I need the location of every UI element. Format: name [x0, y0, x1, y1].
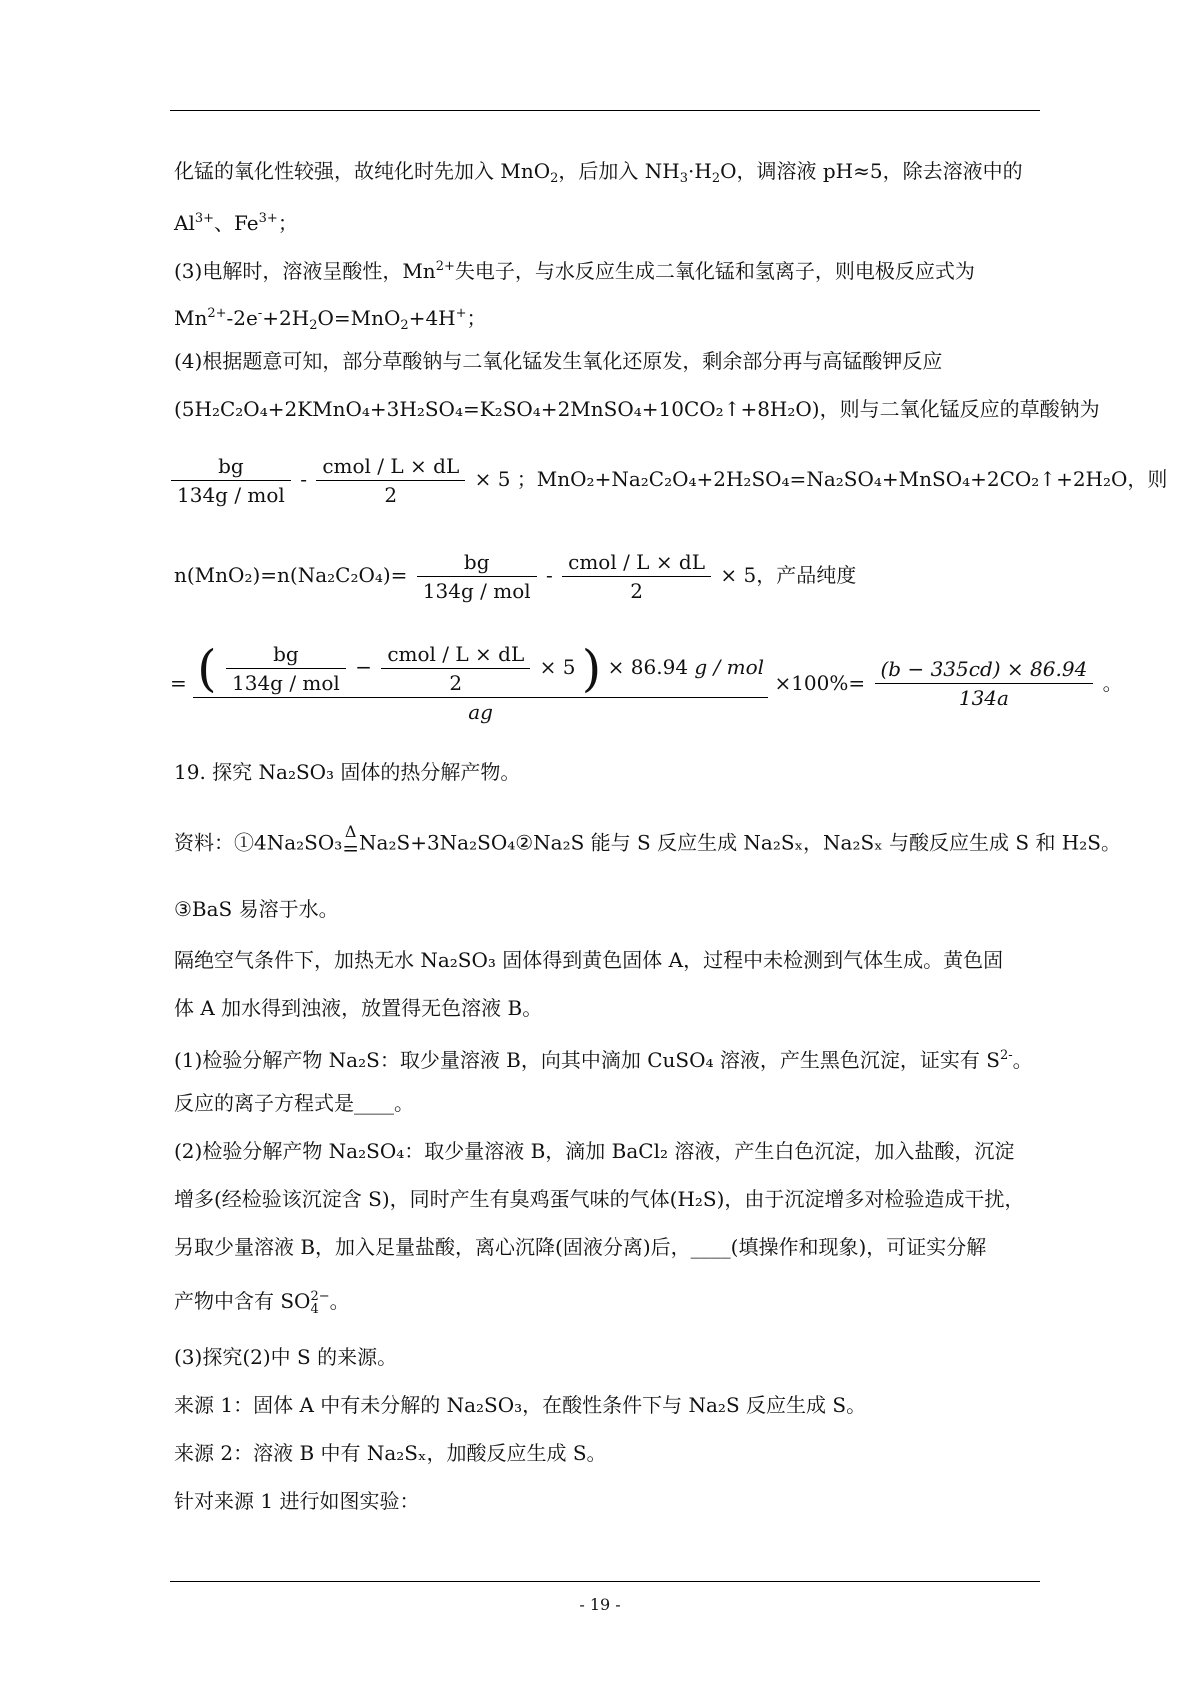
q4-line: (4)根据题意可知，部分草酸钠与二氧化锰发生氧化还原发，剩余部分再与高锰酸钾反应	[174, 349, 943, 373]
fraction-line-2: n(MnO₂)=n(Na₂C₂O₄)= $\frac{bg}{\text{134g / mol}}$ - $\frac{\text{cmol / L × dL}}{2}$ × 5，产品纯度	[174, 550, 857, 603]
sub-question-1: 反应的离子方程式是____。	[174, 1091, 414, 1115]
footer-rule	[170, 1581, 1040, 1582]
question-19: 19. 探究 Na₂SO₃ 固体的热分解产物。	[174, 760, 521, 784]
fraction: $\frac{\text{cmol / L × dL}}{2}$	[562, 548, 711, 605]
sub-question-1: (1)检验分解产物 Na₂S：取少量溶液 B，向其中滴加 CuSO₄ 溶液，产生黑色沉淀，证实有 $S^{2-}$。	[174, 1048, 1033, 1072]
sub-question-3: (3)探究(2)中 S 的来源。	[174, 1345, 398, 1369]
experiment-line: 针对来源 1 进行如图实验：	[174, 1489, 420, 1513]
text-line: $Al^{3+}$、$Fe^{3+}$；	[174, 211, 298, 235]
q3-line: (3)电解时，溶液呈酸性，$Mn^{2+}$失电子，与水反应生成二氧化锰和氢离子，则电极反应式为	[174, 259, 975, 283]
sub-question-2: 另取少量溶液 B，加入足量盐酸，离心沉降(固液分离)后，____(填操作和现象)，可证实分解	[174, 1235, 987, 1259]
sub-question-2: (2)检验分解产物 Na₂SO₄：取少量溶液 B，滴加 BaCl₂ 溶液，产生白色沉淀，加入盐酸，沉淀	[174, 1139, 1015, 1163]
page-number: - 19 -	[579, 1595, 621, 1614]
paragraph-line: 体 A 加水得到浊液，放置得无色溶液 B。	[174, 996, 543, 1020]
result-fraction: $\frac{(b - 335cd) \times 86.94}{134a}$	[875, 655, 1094, 712]
q3-equation: $Mn^{2+}-2e^-+2H_2O=MnO_2+4H^+$；	[174, 306, 487, 333]
sub-question-2: 产物中含有 SO 2− 4 。	[174, 1288, 350, 1317]
paragraph-line: 隔绝空气条件下，加热无水 Na₂SO₃ 固体得到黄色固体 A，过程中未检测到气体生成。黄色固	[174, 948, 1004, 972]
purity-formula: = ( $\frac{bg}{\text{134g / mol}}$ − $\frac{\text{cmol / L × dL}}{2}$ × 5 ) × 86.94 g / mol ag ×100%= $\frac{(b - 335cd) \times 86.94}{134a}$ 。	[170, 639, 1123, 724]
text-line: 化锰的氧化性较强，故纯化时先加入 MnO$_2$，后加入 $NH_3\cdot H_2O$，调溶液 pH≈5，除去溶液中的	[174, 159, 1023, 186]
info-line: ③BaS 易溶于水。	[174, 897, 339, 921]
fraction: $\frac{\text{cmol / L × dL}}{2}$	[316, 452, 465, 509]
q4-line: (5H₂C₂O₄+2KMnO₄+3H₂SO₄=K₂SO₄+2MnSO₄+10CO₂↑+8H₂O)，则与二氧化锰反应的草酸钠为	[174, 397, 1100, 421]
source-line: 来源 2：溶液 B 中有 Na₂Sₓ，加酸反应生成 S。	[174, 1441, 607, 1465]
source-line: 来源 1：固体 A 中有未分解的 Na₂SO₃，在酸性条件下与 Na₂S 反应生成 S。	[174, 1393, 867, 1417]
fraction-line-1: $\frac{bg}{\text{134g / mol}}$ - $\frac{\text{cmol / L × dL}}{2}$ × 5 ；MnO₂+Na₂C₂O₄+2H₂SO₄=Na₂SO₄+MnSO₄+2CO₂↑+2H₂O，则	[168, 452, 1167, 509]
big-fraction: ( $\frac{bg}{\text{134g / mol}}$ − $\frac{\text{cmol / L × dL}}{2}$ × 5 ) × 86.94 g / mol ag	[193, 640, 768, 726]
header-rule	[170, 110, 1040, 111]
sub-question-2: 增多(经检验该沉淀含 S)，同时产生有臭鸡蛋气味的气体(H₂S)，由于沉淀增多对检验造成干扰，	[174, 1187, 1025, 1211]
info-line: 资料：①4Na₂SO₃ Δ = Na₂S+3Na₂SO₄②Na₂S 能与 S 反应生成 Na₂Sₓ，Na₂Sₓ 与酸反应生成 S 和 H₂S。	[174, 822, 1121, 860]
fraction: $\frac{bg}{\text{134g / mol}}$	[417, 548, 537, 605]
fraction: $\frac{bg}{\text{134g / mol}}$	[171, 452, 291, 509]
